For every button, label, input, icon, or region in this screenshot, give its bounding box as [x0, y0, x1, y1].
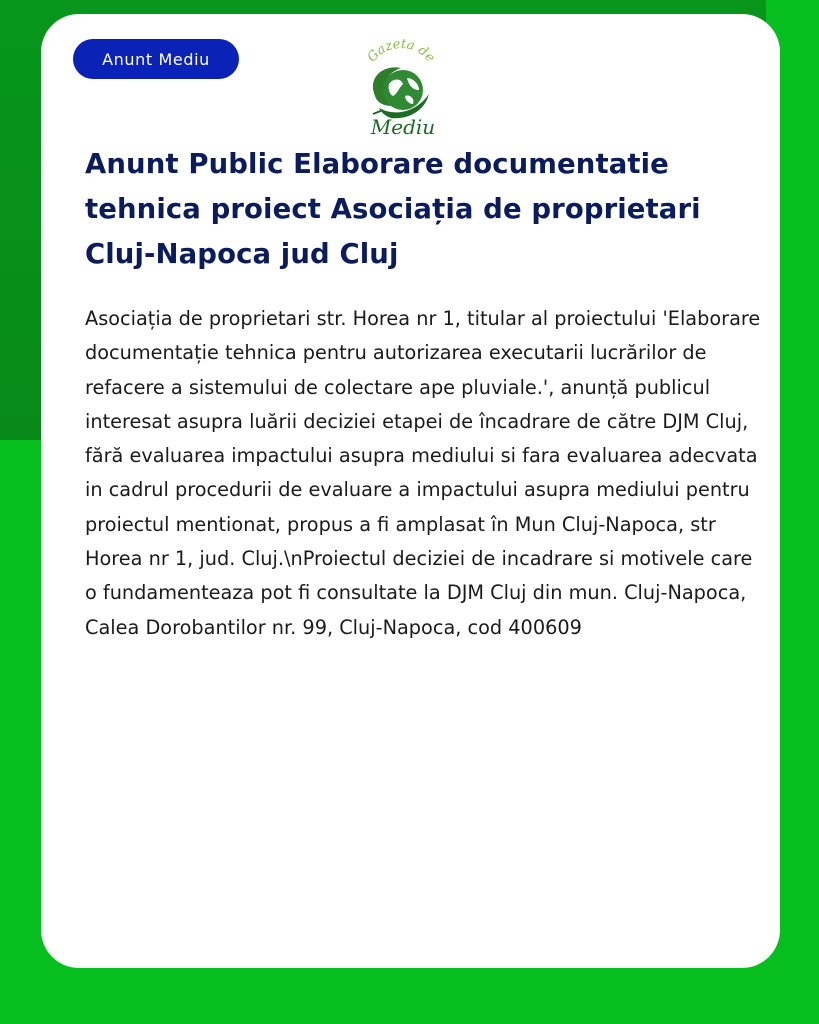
globe-leaf-icon: [353, 38, 449, 138]
gazeta-de-mediu-logo: [353, 38, 449, 138]
category-badge[interactable]: [73, 39, 239, 79]
category-badge-label: Anunt Mediu: [102, 49, 210, 69]
article-body: Asociația de proprietari str. Horea nr 1, titular al proiectului 'Elaborare documentație tehnica pentru autorizarea executarii lucrărilor de refacere a sistemului de colectare ape pluviale.', anunță publicul interesat asupra luării deciziei etapei de încadrare de către DJM Cluj, fără evaluarea impactului asupra mediului si fara evaluarea adecvata in cadrul procedurii de evaluare a impactului asupra mediului pentru proiectul mentionat, propus a fi amplasat în Mun Cluj-Napoca, str Horea nr 1, jud. Cluj.\nProiectul deciziei de incadrare si motivele care o fundamenteaza pot fi consultate la DJM Cluj din mun. Cluj-Napoca, Calea Dorobantilor nr. 99, Cluj-Napoca, cod 400609: [85, 307, 761, 639]
svg-text:Gazeta de: Gazeta de: [364, 38, 438, 66]
announcement-card: [41, 14, 780, 968]
svg-text:Mediu: Mediu: [370, 115, 436, 138]
article-title: Anunt Public Elaborare documentatie tehnica proiect Asociația de proprietari Cluj-Napoca jud Cluj: [85, 148, 701, 270]
